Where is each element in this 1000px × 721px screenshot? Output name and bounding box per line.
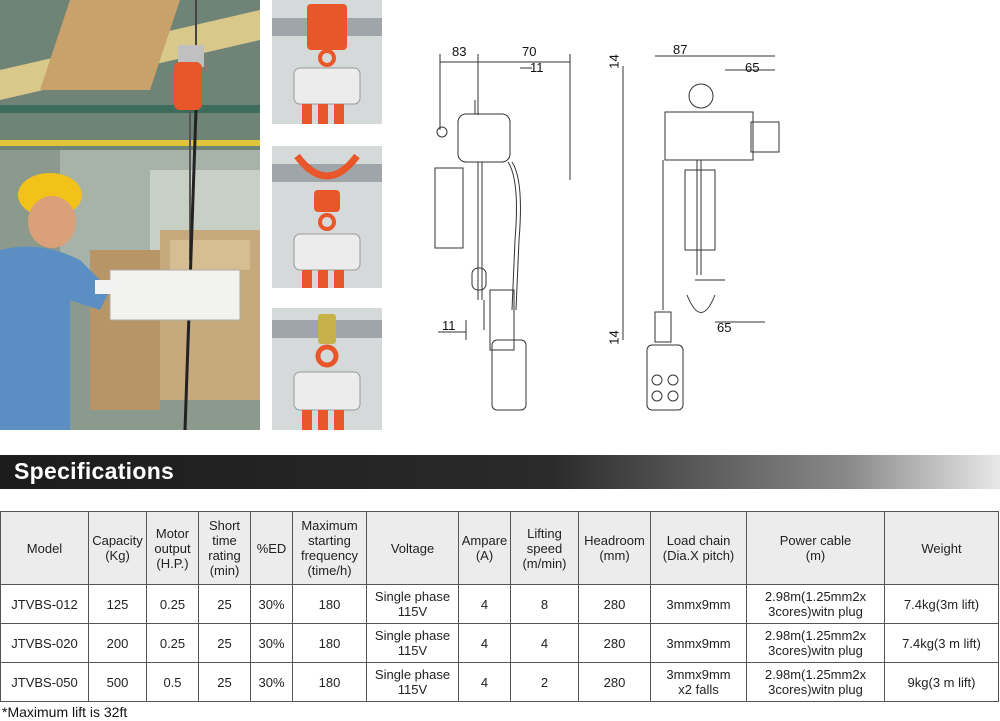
table-cell: 8 <box>511 585 579 624</box>
dim-87: 87 <box>673 42 688 57</box>
table-cell: 280 <box>579 585 651 624</box>
table-cell: 280 <box>579 663 651 702</box>
column-header: Maximum starting frequency (time/h) <box>293 512 367 585</box>
table-row <box>1 624 999 663</box>
table-cell: 2.98m(1.25mm2x 3cores)witn plug <box>747 624 885 663</box>
table-cell: 4 <box>459 585 511 624</box>
table-cell: Single phase 115V <box>367 585 459 624</box>
table-cell: 30% <box>251 624 293 663</box>
table-cell: 3mmx9mm <box>651 624 747 663</box>
table-cell: 0.5 <box>147 663 199 702</box>
main-photo-illustration <box>0 0 260 430</box>
column-header: Capacity (Kg) <box>89 512 147 585</box>
table-cell: 30% <box>251 585 293 624</box>
dim-14-top: 14 <box>606 54 622 69</box>
column-header: Power cable (m) <box>747 512 885 585</box>
table-cell: 200 <box>89 624 147 663</box>
dim-70: 70 <box>522 44 537 59</box>
main-photo <box>0 0 260 430</box>
table-cell: 30% <box>251 663 293 702</box>
table-cell: JTVBS-020 <box>1 624 89 663</box>
table-cell: 180 <box>293 624 367 663</box>
table-cell: 0.25 <box>147 585 199 624</box>
trolley-hook-photo <box>272 0 382 124</box>
beam-hook-illustration <box>272 146 382 288</box>
table-cell: 3mmx9mm <box>651 585 747 624</box>
clamp-hook-photo <box>272 308 382 430</box>
table-row <box>1 663 999 702</box>
table-cell: JTVBS-012 <box>1 585 89 624</box>
table-cell: 7.4kg(3m lift) <box>885 585 999 624</box>
dim-65-top: 65 <box>745 60 760 75</box>
drawing-right <box>605 40 805 420</box>
table-cell: 280 <box>579 624 651 663</box>
table-cell: 25 <box>199 663 251 702</box>
beam-hook-photo <box>272 146 382 288</box>
specifications-title: Specifications <box>14 458 175 484</box>
table-cell: 180 <box>293 585 367 624</box>
column-header: Ampare (A) <box>459 512 511 585</box>
table-row <box>1 585 999 624</box>
table-cell: 500 <box>89 663 147 702</box>
table-cell: 4 <box>459 624 511 663</box>
table-cell: 25 <box>199 624 251 663</box>
column-header: Model <box>1 512 89 585</box>
column-header: %ED <box>251 512 293 585</box>
column-header: Voltage <box>367 512 459 585</box>
dim-65-bottom: 65 <box>717 320 732 335</box>
table-header-row <box>1 512 999 585</box>
table-cell: 25 <box>199 585 251 624</box>
table-cell: 3mmx9mm x2 falls <box>651 663 747 702</box>
table-cell: 180 <box>293 663 367 702</box>
specifications-table <box>0 511 999 702</box>
table-cell: 0.25 <box>147 624 199 663</box>
drawing-left-lines <box>420 40 580 420</box>
table-cell: 2.98m(1.25mm2x 3cores)witn plug <box>747 663 885 702</box>
table-cell: JTVBS-050 <box>1 663 89 702</box>
clamp-hook-illustration <box>272 308 382 430</box>
drawing-left <box>420 40 580 420</box>
table-cell: Single phase 115V <box>367 663 459 702</box>
table-body <box>1 585 999 702</box>
column-header: Lifting speed (m/min) <box>511 512 579 585</box>
table-cell: 9kg(3 m lift) <box>885 663 999 702</box>
trolley-hook-illustration <box>272 0 382 124</box>
dim-83: 83 <box>452 44 467 59</box>
column-header: Motor output (H.P.) <box>147 512 199 585</box>
column-header: Weight <box>885 512 999 585</box>
table-cell: Single phase 115V <box>367 624 459 663</box>
dim-14-bottom: 14 <box>606 330 622 345</box>
table-cell: 7.4kg(3 m lift) <box>885 624 999 663</box>
table-cell: 4 <box>459 663 511 702</box>
footnote: *Maximum lift is 32ft <box>2 704 128 720</box>
table-cell: 4 <box>511 624 579 663</box>
column-header: Short time rating (min) <box>199 512 251 585</box>
table-cell: 2 <box>511 663 579 702</box>
dim-11-bottom: 11 <box>442 318 456 333</box>
table-cell: 125 <box>89 585 147 624</box>
column-header: Load chain (Dia.X pitch) <box>651 512 747 585</box>
specifications-banner <box>0 455 1000 489</box>
dim-11-top: 11 <box>530 60 544 75</box>
table-cell: 2.98m(1.25mm2x 3cores)witn plug <box>747 585 885 624</box>
column-header: Headroom (mm) <box>579 512 651 585</box>
drawing-right-lines <box>605 40 805 420</box>
